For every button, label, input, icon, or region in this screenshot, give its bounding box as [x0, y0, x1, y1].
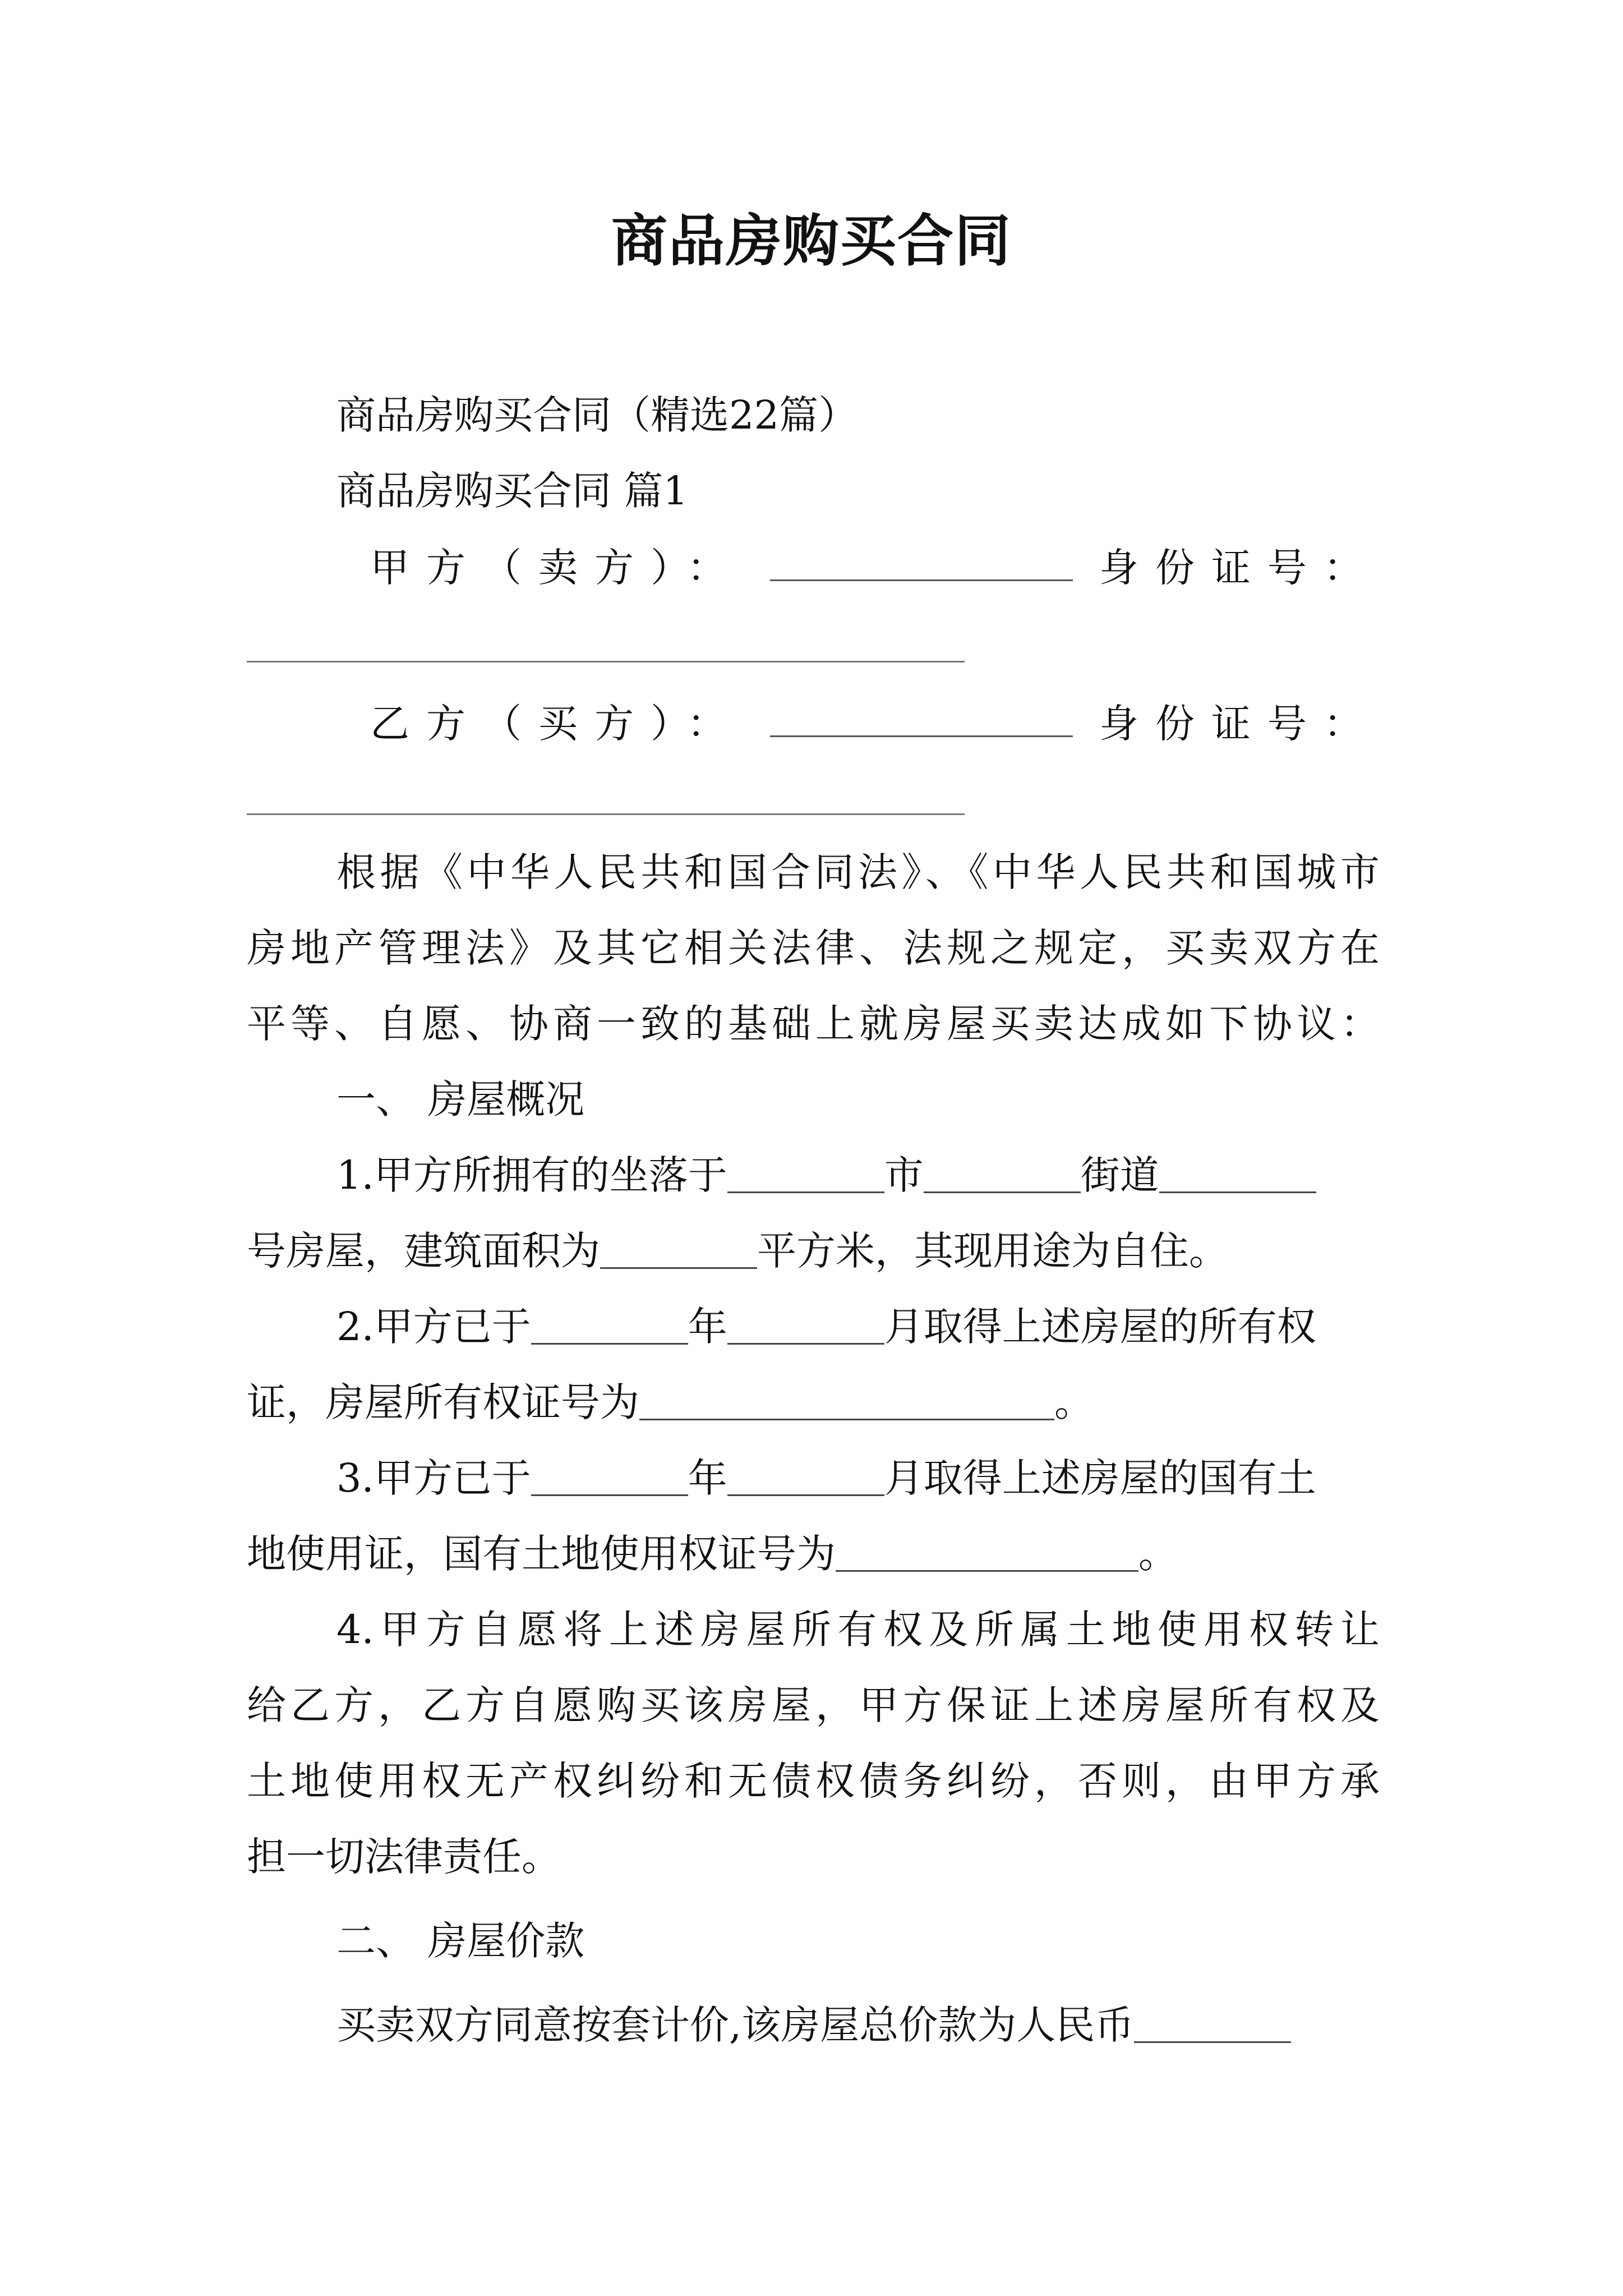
party-b-name-blank [770, 733, 1073, 737]
party-b-id-label: 身份证号： [1099, 701, 1380, 747]
blank-number [1159, 1158, 1316, 1193]
clause-text: 街道 [1080, 1152, 1159, 1198]
party-a-row [370, 540, 1380, 596]
blank-land-cert-number [836, 1536, 1138, 1572]
section-heading: 商品房购买合同 篇1 [336, 468, 688, 514]
clause-text: 月取得上述房屋的国有土 [884, 1455, 1316, 1501]
clause-text: 号房屋，建筑面积为 [247, 1228, 600, 1274]
party-a-id-blank [247, 661, 965, 662]
blank-year [531, 1309, 688, 1345]
document-subtitle: 商品房购买合同（精选22篇） [336, 392, 858, 438]
clause-text: 1.甲方所拥有的坐落于 [336, 1152, 727, 1198]
preamble-line: 房地产管理法》及其它相关法律、法规之规定，买卖双方在 [247, 925, 1380, 971]
party-b-row [370, 696, 1380, 752]
blank-street [924, 1158, 1081, 1193]
clause-text: 。 [1138, 1531, 1178, 1577]
clause-text: 3.甲方已于 [336, 1455, 531, 1501]
clause-text: 市 [884, 1152, 924, 1198]
clause-1-line-1 [336, 1147, 1380, 1203]
clause-text: 平方米，其现用途为自住。 [757, 1228, 1228, 1274]
clause-4-line: 给乙方，乙方自愿购买该房屋，甲方保证上述房屋所有权及 [247, 1682, 1380, 1728]
blank-cert-number [639, 1385, 1054, 1420]
party-a-label: 甲方（卖方）： [370, 545, 743, 591]
clause-3-line-2 [247, 1526, 1380, 1582]
blank-city [727, 1158, 884, 1193]
clause-1-line-2 [247, 1223, 1380, 1279]
section-1-heading: 一、 房屋概况 [336, 1076, 585, 1122]
clause-text: 2.甲方已于 [336, 1304, 531, 1350]
clause-2-line-2 [247, 1374, 1380, 1430]
blank-price [1134, 2008, 1291, 2043]
clause-text: 。 [1054, 1379, 1094, 1425]
preamble-line: 平等、自愿、协商一致的基础上就房屋买卖达成如下协议： [247, 1001, 1380, 1047]
clause-text: 地使用证，国有土地使用权证号为 [247, 1531, 836, 1577]
clause-2-line-1 [336, 1299, 1380, 1355]
party-b-label: 乙方（买方）： [370, 701, 743, 747]
party-a-id-label: 身份证号： [1099, 545, 1380, 591]
clause-text: 年 [688, 1455, 727, 1501]
document-title: 商品房购买合同 [611, 208, 1012, 274]
clause-text: 月取得上述房屋的所有权 [884, 1304, 1316, 1350]
blank-month [727, 1309, 884, 1345]
clause-3-line-1 [336, 1450, 1380, 1506]
blank-month [727, 1461, 884, 1496]
clause-text: 买卖双方同意按套计价,该房屋总价款为人民币 [336, 2002, 1135, 2048]
clause-4-line: 4.甲方自愿将上述房屋所有权及所属土地使用权转让 [336, 1607, 1380, 1653]
clause-text: 年 [688, 1304, 727, 1350]
section-2-heading: 二、 房屋价款 [336, 1918, 585, 1964]
party-a-name-blank [770, 577, 1073, 581]
clause-4-line: 土地使用权无产权纠纷和无债权债务纠纷，否则，由甲方承 [247, 1758, 1380, 1804]
clause-4-line: 担一切法律责任。 [247, 1834, 561, 1880]
blank-area [600, 1234, 757, 1269]
blank-year [531, 1461, 688, 1496]
clause-text: 证，房屋所有权证号为 [247, 1379, 639, 1425]
preamble-line: 根据《中华人民共和国合同法》、《中华人民共和国城市 [336, 849, 1380, 895]
party-b-id-blank [247, 813, 965, 815]
price-line [336, 1997, 1380, 2053]
